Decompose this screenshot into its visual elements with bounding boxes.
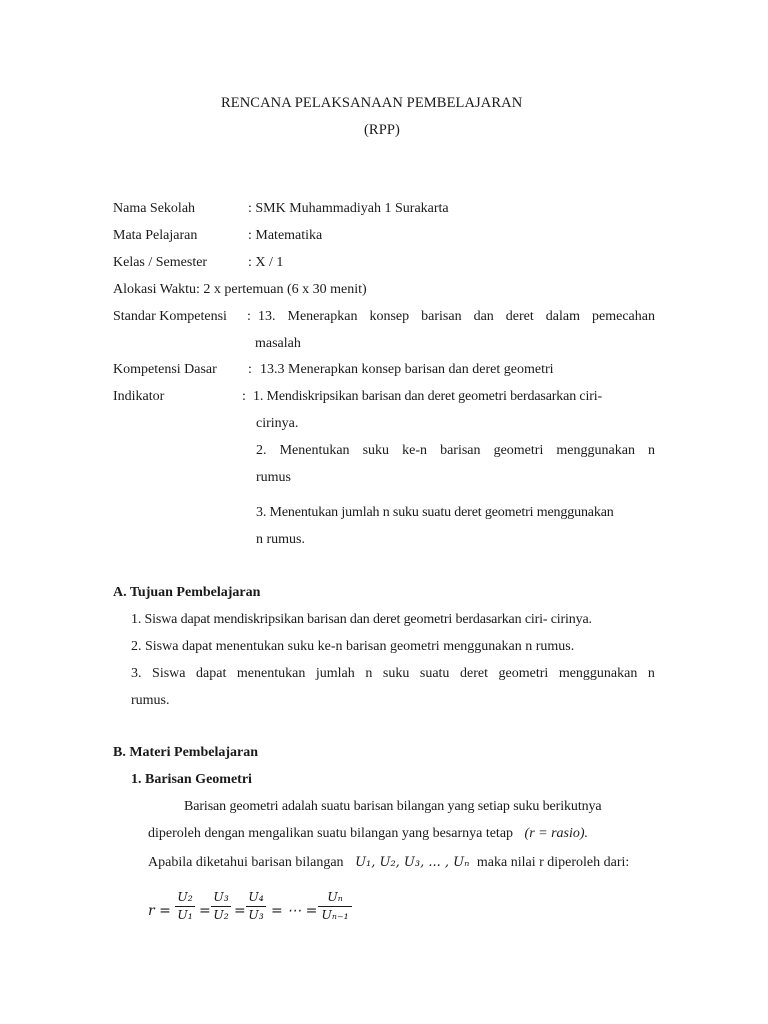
nama-sekolah-label: Nama Sekolah bbox=[113, 201, 196, 216]
alokasi-waktu: Alokasi Waktu: 2 x pertemuan (6 x 30 menit) bbox=[113, 282, 367, 297]
fraction-numerator: Uₙ bbox=[327, 889, 343, 904]
materi-line2-text: diperoleh dengan mengalikan suatu bilangan yang besarnya tetap bbox=[148, 826, 514, 841]
nama-sekolah-value: : SMK Muhammadiyah 1 Surakarta bbox=[248, 201, 449, 216]
sk-word: Menerapkan bbox=[287, 309, 358, 324]
equals-sign: = bbox=[234, 903, 246, 919]
kelas-semester-label: Kelas / Semester bbox=[113, 255, 208, 270]
standar-kompetensi-value-line1 bbox=[258, 310, 655, 324]
equals-sign: = bbox=[199, 903, 211, 919]
fraction-denominator: Uₙ₋₁ bbox=[321, 906, 349, 922]
tujuan3-word: suku bbox=[382, 666, 410, 681]
tujuan3-word: deret bbox=[459, 666, 488, 681]
tujuan3-word: menentukan bbox=[236, 666, 306, 681]
fraction-denominator: U₂ bbox=[213, 906, 229, 922]
mata-pelajaran-value: : Matematika bbox=[248, 228, 323, 243]
kelas-semester-value: : X / 1 bbox=[248, 255, 284, 270]
materi-line3-end: maka nilai r diperoleh dari: bbox=[476, 855, 630, 870]
kompetensi-dasar-value: 13.3 Menerapkan konsep barisan dan deret geometri bbox=[260, 362, 554, 377]
materi-paragraph-line1: Barisan geometri adalah suatu barisan bilangan yang setiap suku berikutnya bbox=[184, 799, 602, 814]
indikator-3-line2: n rumus. bbox=[256, 532, 305, 547]
ind2-word: ke-n bbox=[402, 443, 428, 458]
equals-ellipsis-equals: = ⋯ = bbox=[271, 903, 318, 919]
ind2-word: Menentukan bbox=[279, 443, 350, 458]
fraction-u4-u3 bbox=[246, 891, 266, 921]
indikator-2-line2: rumus bbox=[256, 470, 291, 485]
indikator-2-line1 bbox=[256, 444, 655, 458]
ind2-word: geometri bbox=[493, 443, 544, 458]
fraction-numerator: U₄ bbox=[248, 889, 264, 904]
tujuan3-word: 3. bbox=[131, 666, 142, 681]
tujuan-item-2: 2. Siswa dapat menentukan suku ke-n barisan geometri menggunakan n rumus. bbox=[131, 639, 575, 654]
formula-lhs: r = bbox=[148, 903, 171, 919]
indikator-1-line2: cirinya. bbox=[256, 416, 299, 431]
tujuan3-word: menggunakan bbox=[558, 666, 638, 681]
sk-word: konsep bbox=[369, 309, 410, 324]
section-b-heading: B. Materi Pembelajaran bbox=[113, 745, 259, 760]
tujuan3-word: n bbox=[365, 666, 373, 681]
sk-word: deret bbox=[505, 309, 534, 324]
ind2-word: n bbox=[648, 443, 655, 458]
tujuan3-word: Siswa bbox=[152, 666, 186, 681]
fraction-un-un-1 bbox=[318, 891, 352, 921]
indikator-label: Indikator bbox=[113, 389, 165, 404]
indikator-1-line1: 1. Mendiskripsikan barisan dan deret geometri berdasarkan ciri- bbox=[253, 389, 602, 404]
materi-line3-text: Apabila diketahui barisan bilangan bbox=[148, 855, 344, 870]
fraction-denominator: U₁ bbox=[177, 906, 193, 922]
ind2-word: barisan bbox=[440, 443, 481, 458]
document-title: RENCANA PELAKSANAAN PEMBELAJARAN bbox=[221, 95, 523, 111]
standar-kompetensi-colon: : bbox=[247, 309, 251, 324]
fraction-u3-u2 bbox=[211, 891, 231, 921]
standar-kompetensi-value-line2: masalah bbox=[255, 336, 301, 351]
tujuan-item-3-line1 bbox=[131, 667, 655, 681]
indikator-3-line1: 3. Menentukan jumlah n suku suatu deret geometri menggunakan bbox=[256, 505, 614, 520]
fraction-denominator: U₃ bbox=[248, 906, 264, 922]
barisan-geometri-heading: 1. Barisan Geometri bbox=[131, 772, 252, 787]
sk-word: barisan bbox=[421, 309, 462, 324]
tujuan-item-1: 1. Siswa dapat mendiskripsikan barisan dan deret geometri berdasarkan ciri- cirinya. bbox=[131, 612, 592, 627]
tujuan3-word: jumlah bbox=[315, 666, 355, 681]
ind2-word: 2. bbox=[256, 443, 267, 458]
sk-word: dan bbox=[473, 309, 494, 324]
mata-pelajaran-label: Mata Pelajaran bbox=[113, 228, 198, 243]
section-a-heading: A. Tujuan Pembelajaran bbox=[113, 585, 261, 600]
tujuan-item-3-line2: rumus. bbox=[131, 693, 170, 708]
sk-word: pemecahan bbox=[592, 309, 655, 324]
tujuan3-word: suatu bbox=[419, 666, 450, 681]
ind2-word: menggunakan bbox=[556, 443, 635, 458]
materi-paragraph-line3 bbox=[148, 856, 629, 870]
kompetensi-dasar-colon: : bbox=[248, 362, 252, 377]
ind2-word: suku bbox=[362, 443, 390, 458]
rasio-definition: (r = rasio). bbox=[524, 826, 589, 841]
standar-kompetensi-label: Standar Kompetensi bbox=[113, 309, 227, 324]
fraction-u2-u1 bbox=[175, 891, 195, 921]
kompetensi-dasar-label: Kompetensi Dasar bbox=[113, 362, 217, 377]
tujuan3-word: dapat bbox=[196, 666, 227, 681]
sequence-notation: U₁, U₂, U₃, ... , Uₙ bbox=[355, 855, 470, 870]
fraction-numerator: U₃ bbox=[213, 889, 229, 904]
fraction-numerator: U₂ bbox=[177, 889, 193, 904]
materi-paragraph-line2 bbox=[148, 827, 588, 841]
document-subtitle: (RPP) bbox=[364, 122, 400, 138]
indikator-colon: : bbox=[242, 389, 246, 404]
sk-word: 13. bbox=[258, 309, 276, 324]
tujuan3-word: n bbox=[647, 666, 655, 681]
sk-word: dalam bbox=[545, 309, 580, 324]
tujuan3-word: geometri bbox=[498, 666, 549, 681]
